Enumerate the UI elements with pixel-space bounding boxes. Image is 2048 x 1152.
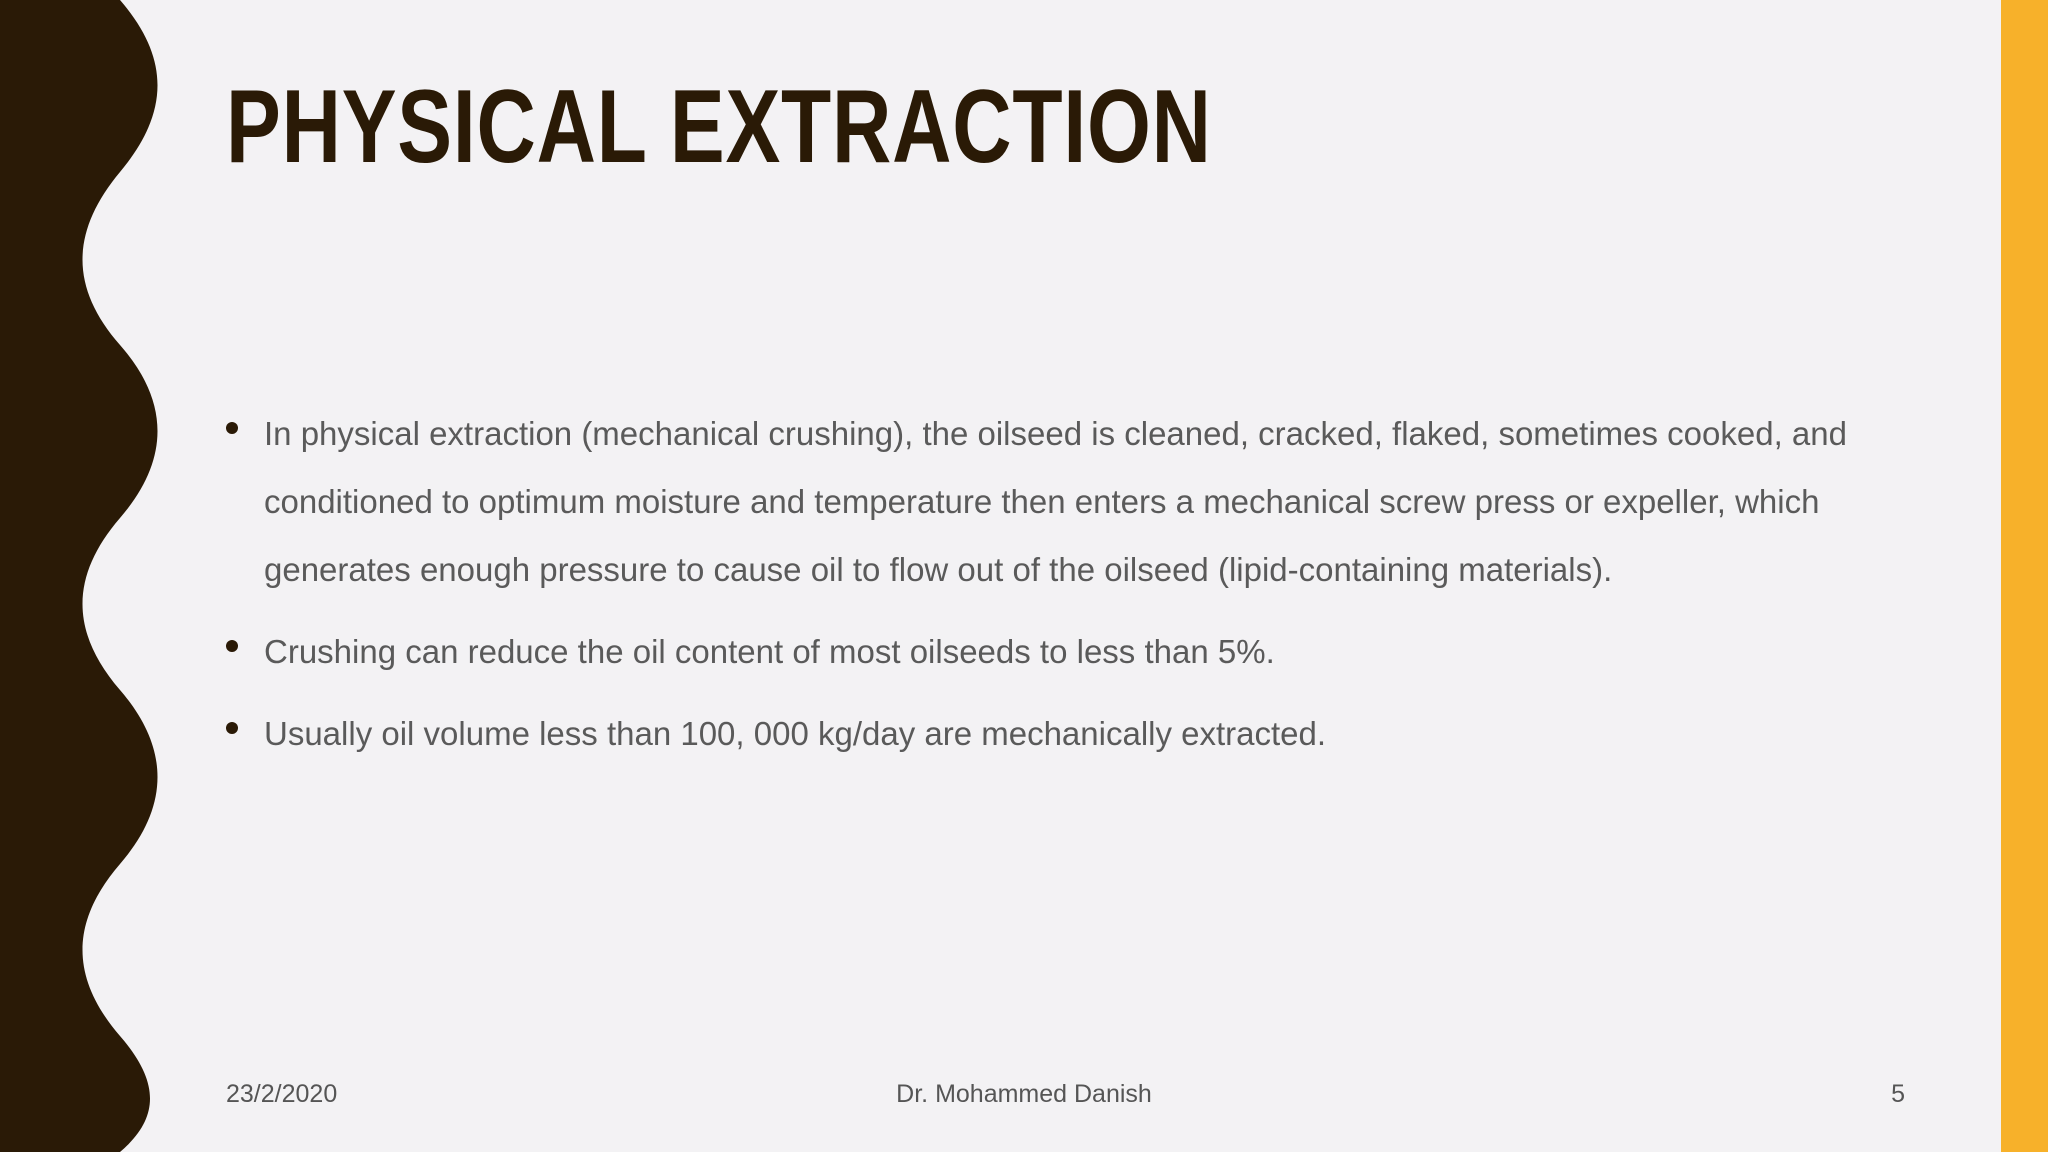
footer-page-number: 5 [1891,1080,1905,1108]
bullet-list [226,400,1866,782]
bullet-item [226,400,1866,604]
bullet-dot-icon [226,722,238,734]
right-accent-bar [2001,0,2048,1152]
footer-author: Dr. Mohammed Danish [896,1080,1152,1108]
footer-date: 23/2/2020 [226,1080,338,1108]
left-wave-bar [0,0,160,1152]
bullet-item [226,700,1866,768]
bullet-item [226,618,1866,686]
bullet-text: Crushing can reduce the oil content of most oilseeds to less than 5%. [264,633,1275,670]
slide-title: PHYSICAL EXTRACTION [226,69,1212,185]
bullet-text: In physical extraction (mechanical crushing), the oilseed is cleaned, cracked, flaked, sometimes cooked, and conditioned to optimum moisture and temperature then enters a mechanical screw press or expeller, which generates enough pressure to cause oil to flow out of the oilseed (lipid-containing materials). [264,415,1847,588]
bullet-text: Usually oil volume less than 100, 000 kg/day are mechanically extracted. [264,715,1327,752]
bullet-dot-icon [226,422,238,434]
bullet-dot-icon [226,640,238,652]
